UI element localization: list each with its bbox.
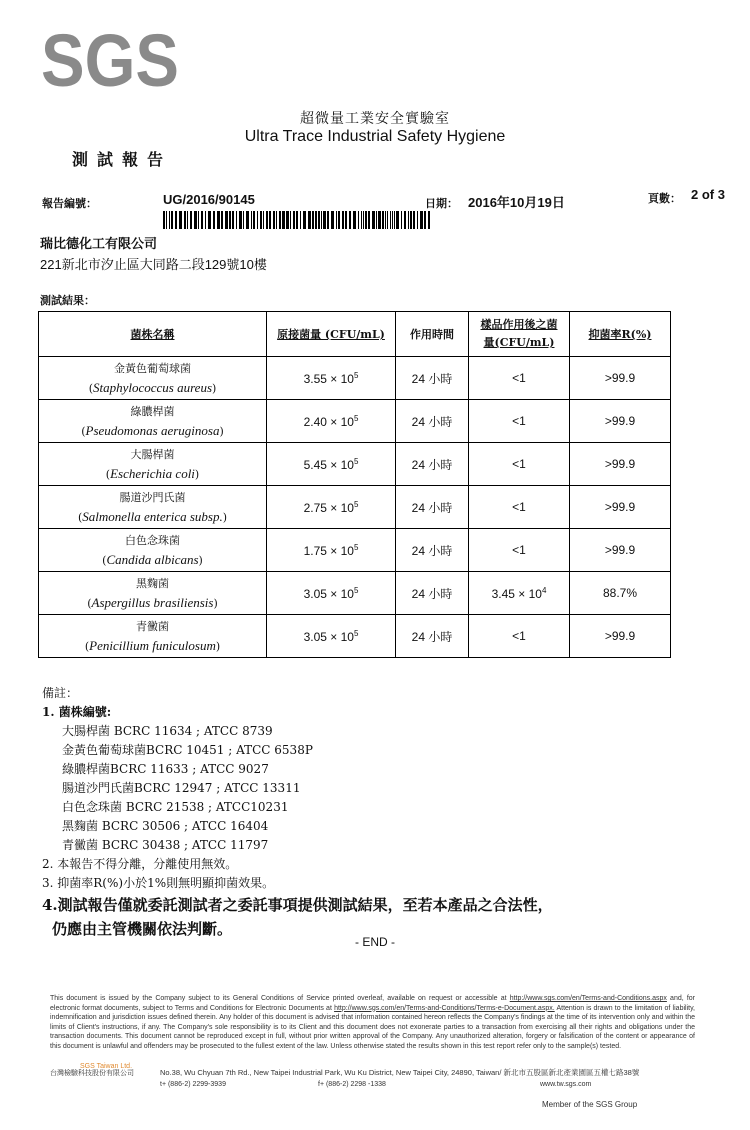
after-count-cell: <1 bbox=[469, 443, 570, 486]
terms-link[interactable]: http://www.sgs.com/en/Terms-and-Conditions.aspx bbox=[509, 995, 667, 1002]
footer-company-en: SGS Taiwan Ltd. bbox=[80, 1063, 133, 1070]
barcode bbox=[163, 211, 431, 229]
strain-name-sci: Penicillium funiculosum bbox=[89, 637, 216, 653]
strain-name-cell: 腸道沙門氏菌 (Salmonella enterica subsp.) bbox=[39, 486, 267, 529]
time-cell: 24 小時 bbox=[396, 615, 469, 658]
strain-name-cell: 白色念珠菌 (Candida albicans) bbox=[39, 529, 267, 572]
table-header-row bbox=[39, 312, 671, 357]
rate-cell: 88.7% bbox=[570, 572, 671, 615]
strain-name-cn: 腸道沙門氏菌 bbox=[119, 490, 186, 504]
note-1-title: 1. 菌株編號: bbox=[42, 705, 112, 719]
report-no: UG/2016/90145 bbox=[163, 192, 255, 207]
initial-count-cell: $2.40 \times 10^5$ bbox=[267, 400, 396, 443]
footer-fax: f+ (886-2) 2298 -1338 bbox=[318, 1081, 386, 1088]
after-count-cell: <1 bbox=[469, 400, 570, 443]
sgs-logo-text: SGS bbox=[41, 19, 179, 102]
table-row bbox=[39, 357, 671, 400]
sgs-logo bbox=[40, 19, 180, 102]
footer-member: Member of the SGS Group bbox=[542, 1100, 638, 1109]
after-count-cell: <1 bbox=[469, 486, 570, 529]
time-cell: 24 小時 bbox=[396, 400, 469, 443]
rate-cell: >99.9 bbox=[570, 357, 671, 400]
after-count-cell: <1 bbox=[469, 357, 570, 400]
time-cell: 24 小時 bbox=[396, 486, 469, 529]
note-4-line-2: 仍應由主管機關依法判斷。 bbox=[52, 920, 233, 938]
time-cell: 24 小時 bbox=[396, 443, 469, 486]
results-label: 測試結果： bbox=[40, 294, 95, 307]
strain-name-cn: 白色念珠菌 bbox=[125, 533, 180, 547]
strain-code: 青黴菌 BCRC 30438 ; ATCC 11797 bbox=[62, 838, 269, 852]
report-date: 2016年10月19日 bbox=[468, 195, 565, 210]
strain-name-cell: 青黴菌 (Penicillium funiculosum) bbox=[39, 615, 267, 658]
strain-name-sci: Escherichia coli bbox=[110, 465, 195, 481]
date-label: 日期： bbox=[425, 197, 458, 210]
strain-name-cell: 金黃色葡萄球菌 (Staphylococcus aureus) bbox=[39, 357, 267, 400]
end-marker: - END - bbox=[355, 935, 395, 949]
page-number: 2 of 3 bbox=[691, 187, 725, 202]
strain-name-cell: 大腸桿菌 (Escherichia coli) bbox=[39, 443, 267, 486]
results-table bbox=[38, 311, 671, 658]
rate-cell: >99.9 bbox=[570, 443, 671, 486]
notes-section bbox=[42, 684, 702, 941]
time-cell: 24 小時 bbox=[396, 357, 469, 400]
after-count-cell: <1 bbox=[469, 615, 570, 658]
strain-code: 大腸桿菌 BCRC 11634 ; ATCC 8739 bbox=[62, 724, 273, 738]
header-strain: 菌株名稱 bbox=[39, 312, 267, 357]
terms-e-document-link[interactable]: http://www.sgs.com/en/Terms-and-Conditions/Terms-e-Document.aspx. bbox=[334, 1004, 555, 1012]
strain-code: 腸道沙門氏菌BCRC 12947 ; ATCC 13311 bbox=[62, 781, 301, 795]
strain-name-cn: 黑麴菌 bbox=[136, 576, 169, 590]
note-3: 3. 抑菌率R(%)小於1%則無明顯抑菌效果。 bbox=[42, 876, 275, 890]
strain-name-cn: 大腸桿菌 bbox=[130, 447, 175, 461]
initial-count-cell: $3.05 \times 10^5$ bbox=[267, 615, 396, 658]
lab-name-cn: 超微量工業安全實驗室 bbox=[300, 111, 450, 127]
header-rate: 抑菌率R(%) bbox=[570, 312, 671, 357]
header-initial: 原接菌量 (CFU/mL) bbox=[267, 312, 396, 357]
strain-name-sci: Salmonella enterica subsp. bbox=[82, 508, 223, 524]
client-address: 221新北市汐止區大同路二段129號10樓 bbox=[40, 257, 267, 272]
initial-count-cell: $2.75 \times 10^5$ bbox=[267, 486, 396, 529]
footer-website[interactable]: www.tw.sgs.com bbox=[540, 1081, 592, 1088]
lab-name-en: Ultra Trace Industrial Safety Hygiene bbox=[244, 128, 506, 145]
rate-cell: >99.9 bbox=[570, 486, 671, 529]
strain-name-sci: Pseudomonas aeruginosa bbox=[85, 422, 220, 438]
rate-cell: >99.9 bbox=[570, 400, 671, 443]
note-4-line-1: 4.測試報告僅就委託測試者之委託事項提供測試結果，至若本產品之合法性， bbox=[42, 896, 553, 914]
time-cell: 24 小時 bbox=[396, 529, 469, 572]
note-2: 2. 本報告不得分離，分離使用無效。 bbox=[42, 857, 238, 871]
strain-name-sci: Aspergillus brasiliensis bbox=[91, 594, 214, 610]
initial-count-cell: $3.05 \times 10^5$ bbox=[267, 572, 396, 615]
table-row bbox=[39, 572, 671, 615]
report-no-label: 報告編號： bbox=[42, 197, 97, 210]
strain-code: 金黃色葡萄球菌BCRC 10451 ; ATCC 6538P bbox=[62, 743, 313, 757]
initial-count-cell: $1.75 \times 10^5$ bbox=[267, 529, 396, 572]
table-row bbox=[39, 443, 671, 486]
strain-code: 綠膿桿菌BCRC 11633 ; ATCC 9027 bbox=[62, 762, 269, 776]
client-name: 瑞比德化工有限公司 bbox=[40, 236, 158, 251]
strain-name-sci: Candida albicans bbox=[106, 551, 199, 567]
strain-name-cn: 青黴菌 bbox=[136, 619, 169, 633]
table-row bbox=[39, 529, 671, 572]
after-count-cell: <1 bbox=[469, 529, 570, 572]
rate-cell: >99.9 bbox=[570, 529, 671, 572]
table-row bbox=[39, 615, 671, 658]
strain-code: 黑麴菌 BCRC 30506 ; ATCC 16404 bbox=[62, 819, 269, 833]
page-label: 頁數： bbox=[648, 192, 681, 205]
doc-title: 測試報告 bbox=[72, 150, 173, 169]
footer-company-cn: 台灣檢驗科技股份有限公司 bbox=[50, 1070, 134, 1077]
initial-count-cell: $3.55 \times 10^5$ bbox=[267, 357, 396, 400]
table-row bbox=[39, 486, 671, 529]
strain-name-cn: 金黃色葡萄球菌 bbox=[114, 361, 191, 375]
strain-name-cell: 綠膿桿菌 (Pseudomonas aeruginosa) bbox=[39, 400, 267, 443]
notes-label: 備註： bbox=[42, 686, 79, 700]
strain-name-cn: 綠膿桿菌 bbox=[130, 404, 175, 418]
header-time: 作用時間 bbox=[396, 312, 469, 357]
strain-code: 白色念珠菌 BCRC 21538 ; ATCC10231 bbox=[62, 800, 289, 814]
time-cell: 24 小時 bbox=[396, 572, 469, 615]
table-row bbox=[39, 400, 671, 443]
footer-address: No.38, Wu Chyuan 7th Rd., New Taipei Industrial Park, Wu Ku District, New Taipei City, 24890, Taiwan/ 新北市五股區新北產業園區五權七路38號 bbox=[160, 1068, 640, 1077]
disclaimer: This document is issued by the Company subject to its General Conditions of Service printed overleaf, available on request or accessible at http://www.sgs.com/en/Terms-and-Conditions.aspx and, for electronic format documents, subject to Terms and Conditions for Electronic Documents at http://www.sgs.com/en/Terms-and-Conditions/Terms-e-Document.aspx. Attention is drawn to the limitation of liability, indemnification and jurisdiction issues defined therein. Any holder of this document is advised that information contained hereon reflects the Company's findings at the time of its intervention only and within the limits of Client's instructions, if any. The Company's sole responsibility is to its Client and this document does not exonerate parties to a transaction from exercising all their rights and obligations under the transaction documents. This document cannot be reproduced except in full, without prior written approval of the Company. Any unauthorized alteration, forgery or falsification of the content or appearance of this document is unlawful and offenders may be prosecuted to the fullest extent of the law. Unless otherwise stated the results shown in this test report refer only to the sample(s) tested. bbox=[50, 995, 695, 1050]
strain-name-cell: 黑麴菌 (Aspergillus brasiliensis) bbox=[39, 572, 267, 615]
footer-tel: t+ (886-2) 2299-3939 bbox=[160, 1081, 226, 1088]
after-count-cell: $3.45 \times 10^4$ bbox=[469, 572, 570, 615]
header-after: 樣品作用後之菌 量(CFU/mL) bbox=[469, 312, 570, 357]
rate-cell: >99.9 bbox=[570, 615, 671, 658]
strain-name-sci: Staphylococcus aureus bbox=[92, 379, 213, 395]
initial-count-cell: $5.45 \times 10^5$ bbox=[267, 443, 396, 486]
